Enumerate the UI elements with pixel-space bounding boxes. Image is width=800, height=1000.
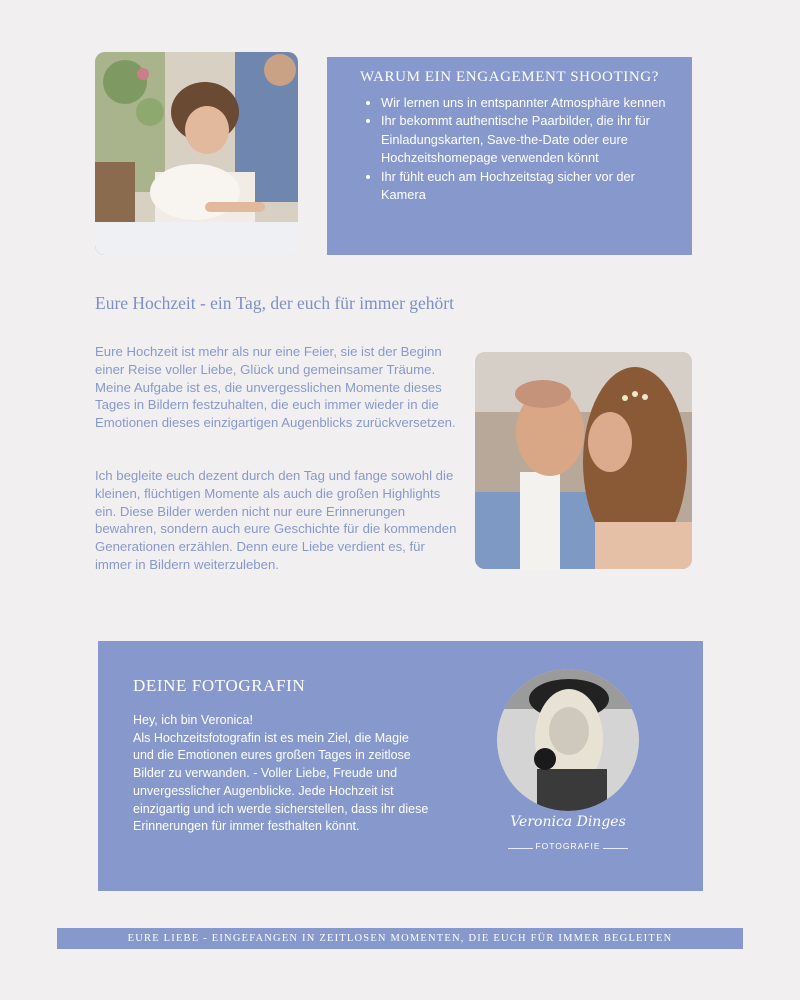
list-item: • Ihr fühlt euch am Hochzeitstag sicher vor der Kamera [381, 168, 672, 205]
signature-subtitle: FOTOGRAFIE [535, 841, 601, 851]
engagement-list [363, 94, 672, 204]
wedding-paragraph-1: Eure Hochzeit ist mehr als nur eine Feier, sie ist der Beginn einer Reise voller Liebe, Glück und gemeinsamer Träume. Meine Aufgabe ist es, die unvergesslichen Momente dieses Tages in Bildern festzuhalten, die euch immer wieder in die Emotionen dieses einzigartigen Augenblicks zurückversetzen. [95, 344, 456, 431]
couple-photo [475, 352, 692, 569]
list-item: • Ihr bekommt authentische Paarbilder, die ihr für Einladungskarten, Save-the-Date oder eure Hochzeitshomepage verwenden könnt [381, 112, 672, 167]
engagement-info-box [327, 57, 692, 255]
photographer-text [133, 712, 433, 836]
photographer-greeting: Hey, ich bin Veronica! [133, 713, 253, 727]
footer-tagline: EURE LIEBE - EINGEFANGEN IN ZEITLOSEN MOMENTEN, DIE EUCH FÜR IMMER BEGLEITEN [57, 928, 743, 949]
bride-signing-photo [95, 52, 298, 255]
list-item: • Wir lernen uns in entspannter Atmosphäre kennen [381, 94, 672, 112]
photographer-title: DEINE FOTOGRAFIN [133, 676, 306, 695]
wedding-heading: Eure Hochzeit - ein Tag, der euch für immer gehört [95, 293, 454, 313]
wedding-paragraph-2: Ich begleite euch dezent durch den Tag und fange sowohl die kleinen, flüchtigen Momente als auch die großen Highlights ein. Diese Bilder werden nicht nur eure Erinnerungen bewahren, sondern auch eure Geschichte für die kommenden Generationen erzählen. Denn eure Liebe verdient es, für immer in Bildern weiterzuleben. [95, 468, 457, 572]
photographer-description: Als Hochzeitsfotografin ist es mein Ziel, die Magie und die Emotionen eures großen Tages in zeitlose Bilder zu verwanden. - Voller Liebe, Freude und unvergesslicher Augenblicke. Jede Hochzeit ist einzigartig und ich werde sicherstellen, dass ihr diese Erinnerungen für immer festhalten könnt. [133, 730, 429, 834]
engagement-title: WARUM EIN ENGAGEMENT SHOOTING? [360, 69, 659, 85]
photographer-avatar [497, 669, 639, 811]
signature-name: Veronica Dinges [510, 814, 626, 830]
